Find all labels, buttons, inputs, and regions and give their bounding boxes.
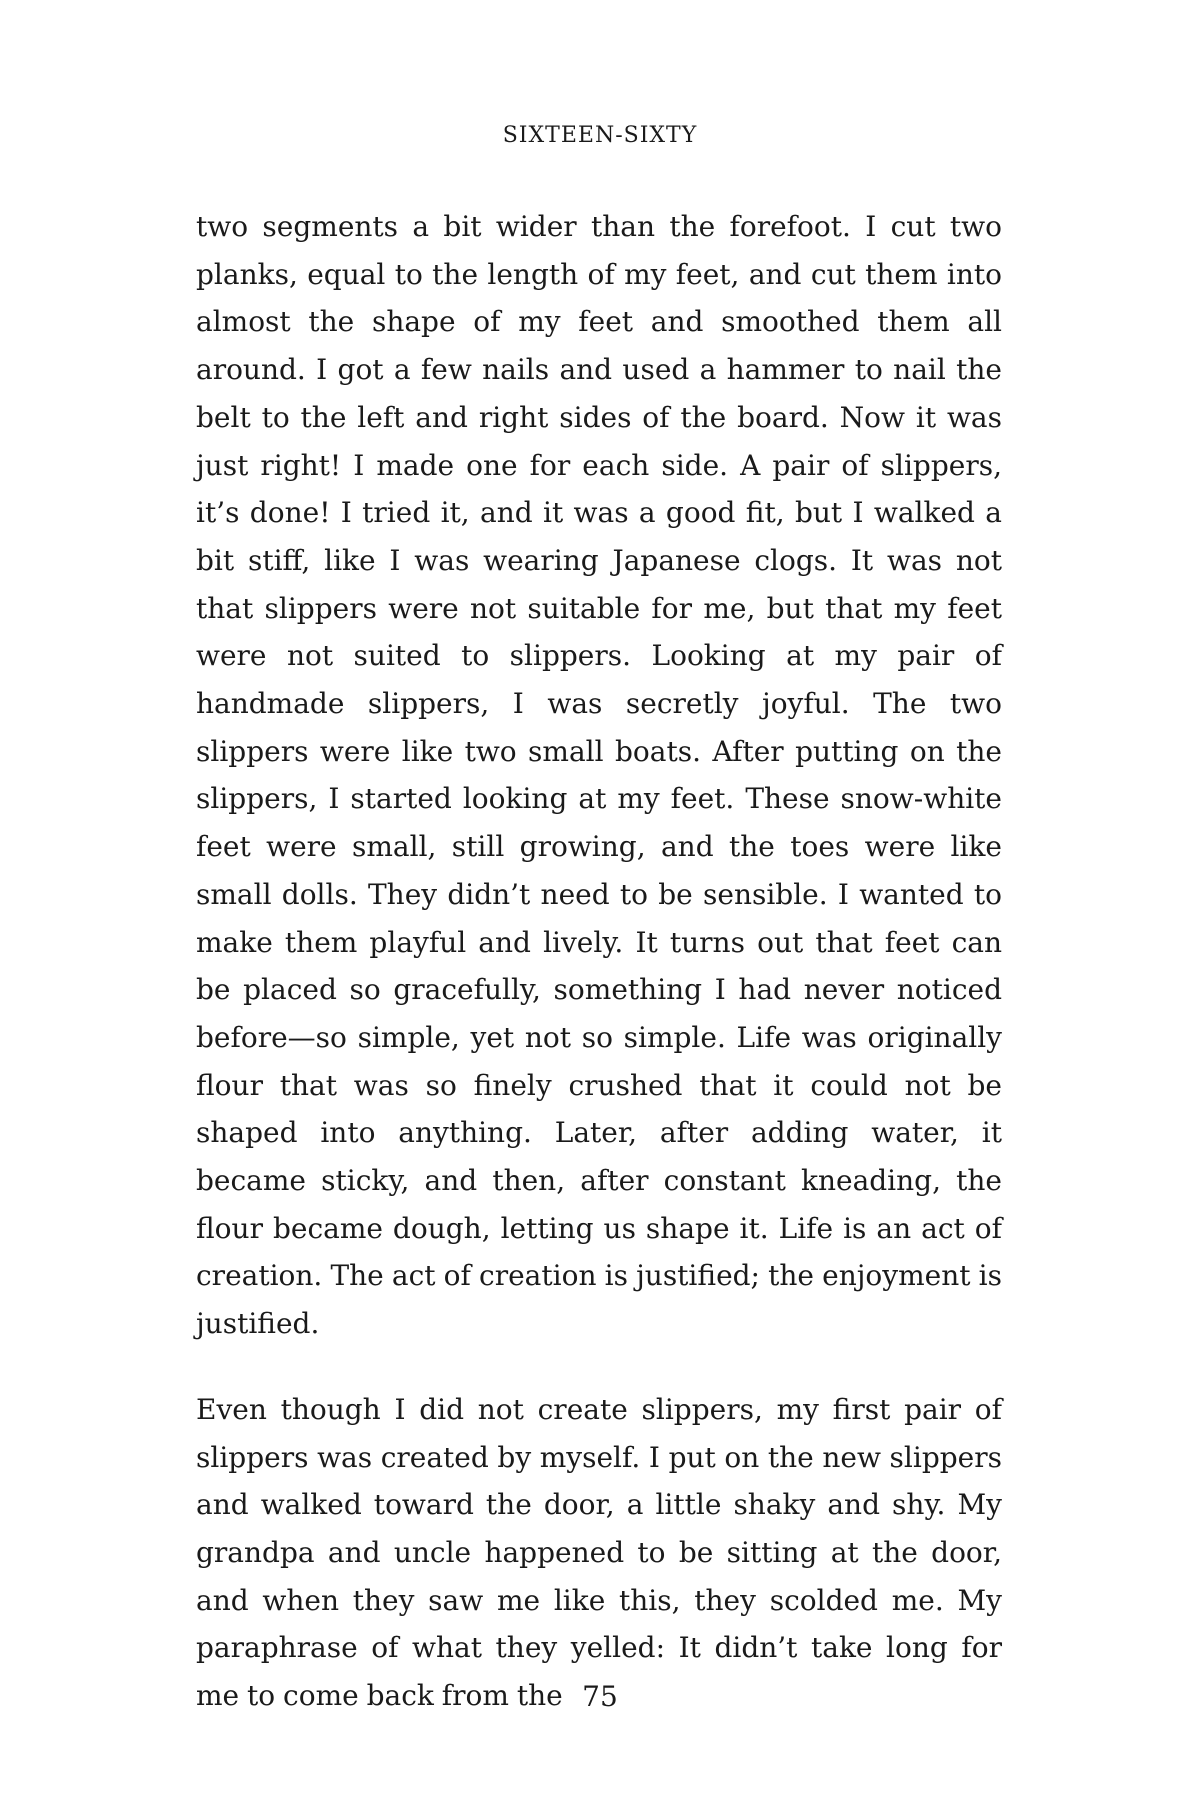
paragraph-2: Even though I did not create slippers, my first pair of slippers was created by myself. I put on the new slippers and walked toward the door, a little shaky and shy. My grandpa and uncle happened to be sitting at the door, and when they saw me like this, they scolded me. My paraphrase of what they yelled: It didn’t take long for me to come back from the	[196, 1392, 1002, 1713]
running-head-title: SIXTEEN-SIXTY	[502, 123, 698, 148]
body-text	[196, 203, 1002, 1720]
paragraph-1: two segments a bit wider than the forefoot. I cut two planks, equal to the length of my feet, and cut them into almost the shape of my feet and smoothed them all around. I got a few nails and used a hammer to nail the belt to the left and right sides of the board. Now it was just right! I made one for each side. A pair of slippers, it’s done! I tried it, and it was a good fit, but I walked a bit stiff, like I was wearing Japanese clogs. It was not that slippers were not suitable for me, but that my feet were not suited to slippers. Looking at my pair of handmade slippers, I was secretly joyful. The two slippers were like two small boats. After putting on the slippers, I started looking at my feet. These snow-white feet were small, still growing, and the toes were like small dolls. They didn’t need to be sensible. I wanted to make them playful and lively. It turns out that feet can be placed so gracefully, something I had never noticed before—so simple, yet not so simple. Life was originally flour that was so finely crushed that it could not be shaped into anything. Later, after adding water, it became sticky, and then, after constant kneading, the flour became dough, letting us shape it. Life is an act of creation. The act of creation is justified; the enjoyment is justified.	[196, 210, 1002, 1341]
page-number: 75	[582, 1680, 618, 1713]
